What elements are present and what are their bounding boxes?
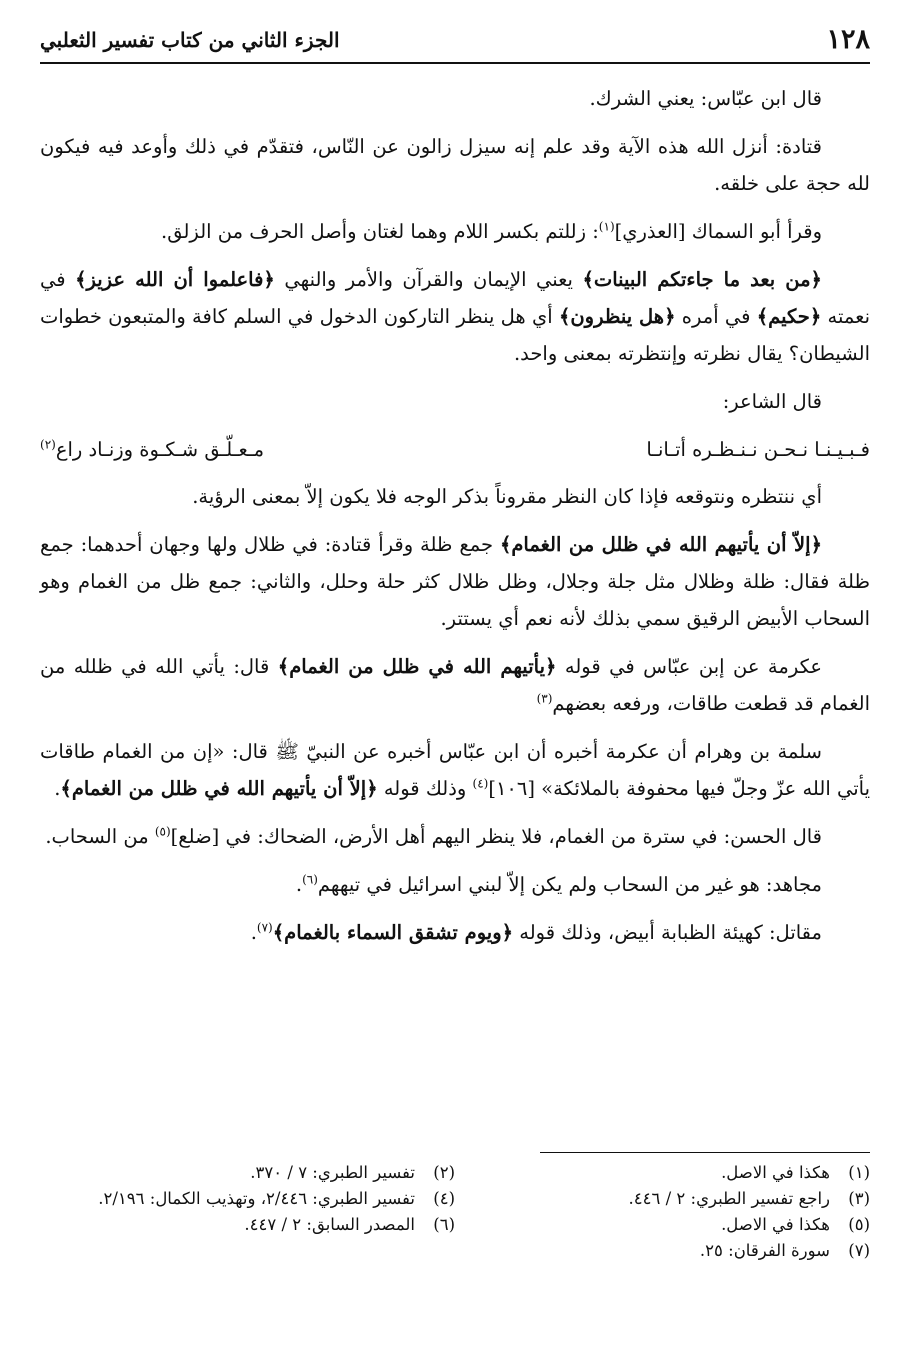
paragraph <box>40 866 870 903</box>
footnote-row <box>40 1238 870 1264</box>
paragraph <box>40 733 870 807</box>
paragraph-text: مجاهد: هو غير من السحاب ولم يكن إلاّ لبني اسرائيل في تيههم <box>317 873 822 896</box>
footnote-text: المصدر السابق: ٢ / ٤٤٧. <box>244 1215 415 1234</box>
paragraph <box>40 478 870 515</box>
footnote-number: (٧) <box>848 1241 870 1260</box>
footnote <box>455 1238 870 1264</box>
footnote-number: (٢) <box>433 1163 455 1182</box>
paragraph-text: في أمره <box>675 305 757 328</box>
footnote-text: سورة الفرقان: ٢٥. <box>699 1241 830 1260</box>
footnote-ref: (٥) <box>154 824 171 839</box>
footnote-ref: (٤) <box>472 776 489 791</box>
paragraph-text: قال الشاعر: <box>722 390 822 413</box>
paragraph <box>40 383 870 420</box>
footnote-text: تفسير الطبري: ٢/٤٤٦، وتهذيب الكمال: ٢/١٩٦. <box>98 1189 415 1208</box>
paragraph-group-2 <box>40 478 870 951</box>
footnote-text: راجع تفسير الطبري: ٢ / ٤٤٦. <box>628 1189 830 1208</box>
running-title: الجزء الثاني من كتاب تفسير الثعلبي <box>40 28 340 52</box>
quran-quote: ﴿إلاّ أن يأتيهم الله في ظلل من الغمام﴾ <box>60 777 378 800</box>
footnote-number: (٤) <box>433 1189 455 1208</box>
paragraph-text: . <box>250 921 257 944</box>
footnote-text: هكذا في الاصل. <box>721 1215 830 1234</box>
paragraph-text: أي ننتظره ونتوقعه فإذا كان النظر مقروناً بذكر الوجه فلا يكون إلاّ بمعنى الرؤية. <box>192 485 822 508</box>
paragraph-text: جمع ظلة وقرأ قتادة: في ظلال ولها وجهان أحدهما: جمع ظلة فقال: ظلة وظلال مثل جلة وجلال، وظل ظلال كثر حلة وحلل، والثاني: جمع ظل من الغمام وهو السحاب الأبيض الرقيق سمي بذلك لأنه نعم أي يستتر. <box>40 533 870 630</box>
page-number: ١٢٨ <box>826 24 870 55</box>
paragraph-text: وذلك قوله <box>377 777 473 800</box>
footnote <box>455 1186 870 1212</box>
paragraph-text: مقاتل: كهيئة الظبابة أبيض، وذلك قوله <box>513 921 822 944</box>
footnote-number: (١) <box>848 1163 870 1182</box>
footnote-rule <box>540 1152 870 1153</box>
paragraph-text: : زللتم بكسر اللام وهما لغتان وأصل الحرف من الزلق. <box>161 220 599 243</box>
paragraph-text: قال ابن عبّاس: يعني الشرك. <box>589 87 822 110</box>
footnote-number: (٣) <box>848 1189 870 1208</box>
paragraph <box>40 818 870 855</box>
paragraph <box>40 648 870 722</box>
footnote-row <box>40 1212 870 1238</box>
poetry-verse <box>40 431 870 468</box>
footnote <box>455 1160 870 1186</box>
verse-hemistich-2-text: مـعـلّـق شـكـوة وزنـاد راع <box>55 438 265 461</box>
paragraph-group-1 <box>40 80 870 420</box>
quran-quote: ﴿يأتيهم الله في ظلل من الغمام﴾ <box>277 655 557 678</box>
footnote-ref: (٣) <box>536 691 553 706</box>
footnote <box>40 1160 455 1186</box>
footnote-ref: (٧) <box>256 920 273 935</box>
header-rule <box>40 62 870 64</box>
paragraph-text: . <box>295 873 303 896</box>
paragraph-text: من السحاب. <box>45 825 155 848</box>
footnote <box>40 1212 455 1238</box>
footnote-row <box>40 1160 870 1186</box>
footnote-number: (٦) <box>433 1215 455 1234</box>
footnotes <box>40 1160 870 1264</box>
paragraph-text: عكرمة عن إبن عبّاس في قوله <box>556 655 822 678</box>
page-body <box>40 80 870 962</box>
page-header <box>40 24 870 58</box>
footnote-ref: (١) <box>598 219 615 234</box>
paragraph-text: وقرأ أبو السماك [العذري] <box>614 220 822 243</box>
quran-quote: ﴿إلاّ أن يأتيهم الله في ظلل من الغمام﴾ <box>499 533 822 556</box>
paragraph <box>40 128 870 202</box>
paragraph-text: قال: يأتي الله في ظلله من الغمام قد قطعت طاقات، ورفعه بعضهم <box>40 655 870 715</box>
footnote-number: (٥) <box>848 1215 870 1234</box>
quran-quote: ﴿فاعلموا أن الله عزيز﴾ <box>75 268 275 291</box>
paragraph-text: قتادة: أنزل الله هذه الآية وقد علم إنه سيزل زالون عن النّاس، فتقدّم في ذلك وأوعد فيه فيكون لله حجة على خلقه. <box>40 135 870 195</box>
paragraph-text: أي هل ينظر التاركون الدخول في السلم كافة والمتبعون خطوات الشيطان؟ يقال نظرته وإنتظرته بمعنى واحد. <box>40 305 870 365</box>
quran-quote: ﴿هل ينظرون﴾ <box>558 305 676 328</box>
footnote-text: هكذا في الاصل. <box>721 1163 830 1182</box>
paragraph <box>40 213 870 250</box>
verse-hemistich-2 <box>40 431 264 468</box>
quran-quote: ﴿ويوم تشقق السماء بالغمام﴾ <box>272 921 514 944</box>
footnote <box>455 1212 870 1238</box>
footnote-text: تفسير الطبري: ٧ / ٣٧٠. <box>250 1163 415 1182</box>
paragraph-text: قال الحسن: في سترة من الغمام، فلا ينظر اليهم أهل الأرض، الضحاك: في [ضلع] <box>170 825 822 848</box>
paragraph <box>40 80 870 117</box>
footnote-row <box>40 1186 870 1212</box>
paragraph <box>40 914 870 951</box>
paragraph-text: في نعمته <box>40 268 870 328</box>
footnote-ref: (٦) <box>302 872 318 887</box>
footnote <box>40 1238 455 1264</box>
verse-footnote-ref: (٢) <box>40 437 56 452</box>
quran-quote: ﴿من بعد ما جاءتكم البينات﴾ <box>582 268 822 291</box>
paragraph <box>40 526 870 637</box>
verse-hemistich-1: فـبـيـنـا نـحـن نـنـظـره أتـانـا <box>646 438 870 461</box>
quran-quote: ﴿حكيم﴾ <box>756 305 822 328</box>
paragraph-text: يعني الإيمان والقرآن والأمر والنهي <box>274 268 583 291</box>
footnote <box>40 1186 455 1212</box>
paragraph-text: . <box>54 777 61 800</box>
paragraph-text: سلمة بن وهرام أن عكرمة أخبره أن ابن عبّاس أخبره عن النبيّ ﷺ قال: «إن من الغمام طاقات يأتي الله عزّ وجلّ فيها محفوفة بالملائكة» [١٠٦] <box>40 740 870 800</box>
paragraph <box>40 261 870 372</box>
